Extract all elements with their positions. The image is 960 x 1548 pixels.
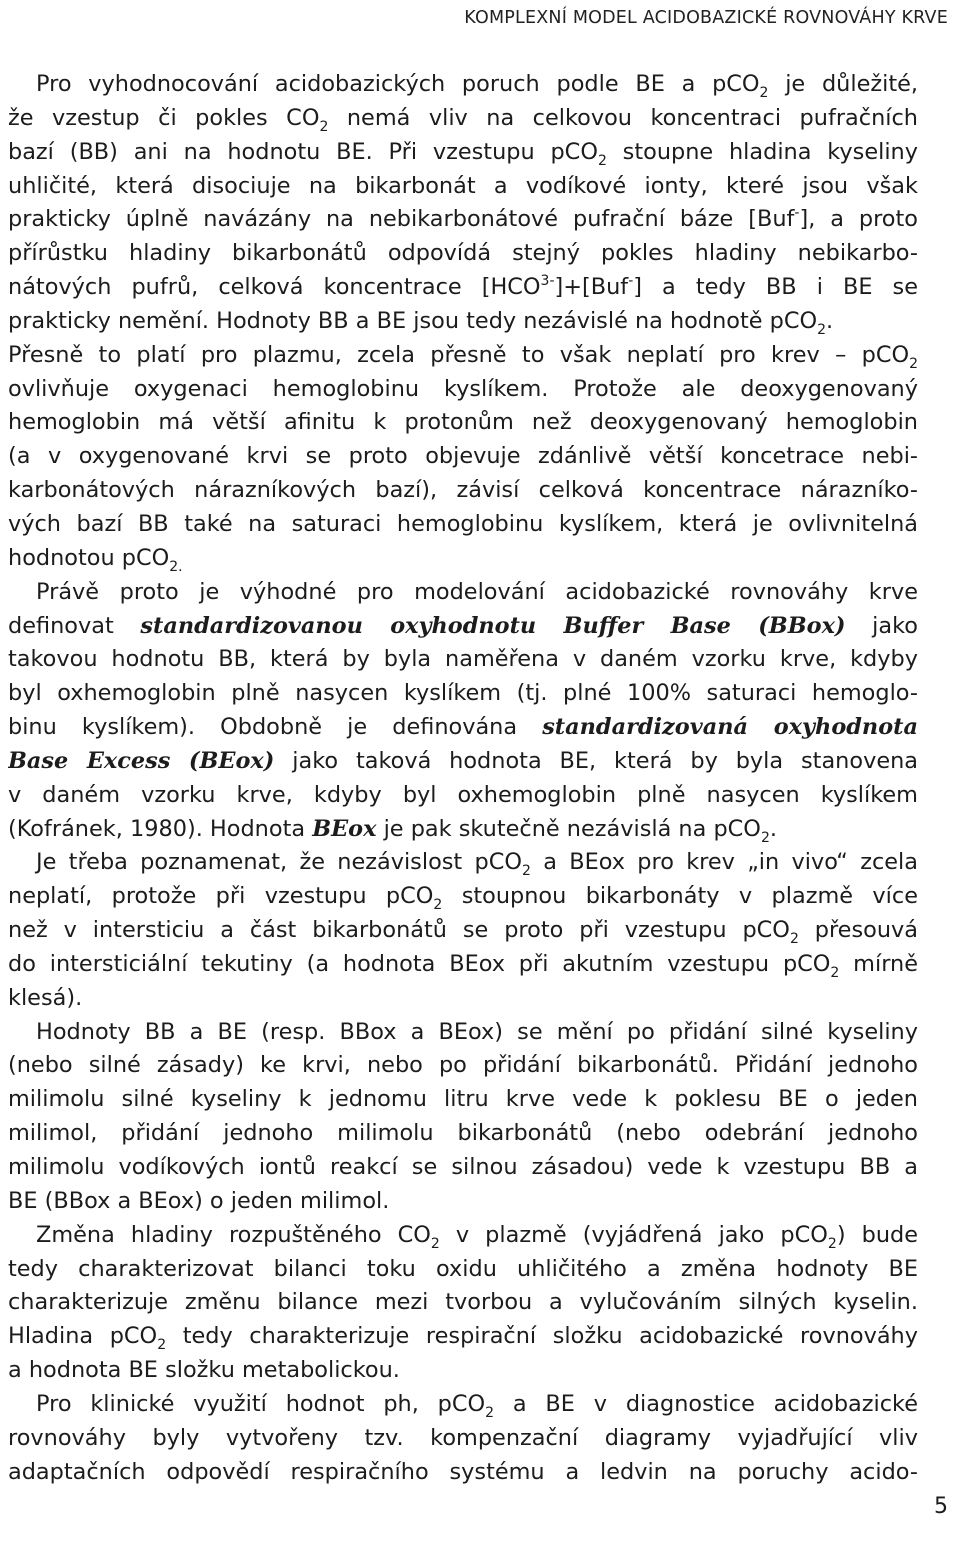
text-line: vých bazí BB také na saturaci hemoglobinu kyslíkem, která je ovlivnitelná — [8, 510, 918, 537]
text-line: rovnováhy byly vytvořeny tzv. kompenzační diagramy vyjadřující vliv — [8, 1424, 918, 1451]
text-line: Přesně to platí pro plazmu, zcela přesně to však neplatí pro krev – pCO$_2$ — [8, 341, 918, 372]
text-line: Pro klinické využití hodnot ph, pCO$_2$ a BE v diagnostice acidobazické — [36, 1390, 918, 1421]
text-line: definovat standardizovanou oxyhodnotu Buffer Base (BBox) jako — [8, 612, 918, 639]
text-line: byl oxhemoglobin plně nasycen kyslíkem (tj. plné 100% saturaci hemoglo- — [8, 680, 918, 707]
text-line: klesá). — [8, 984, 83, 1011]
text-line: karbonátových nárazníkových bazí), závisí celková koncentrace nárazníko- — [8, 477, 918, 504]
emphasis-term: standardizovanou oxyhodnotu Buffer Base (BBox) — [140, 612, 846, 639]
emphasis-term: Base Excess (BEox) — [8, 747, 275, 774]
text-line: hodnotou pCO$_{2.}$ — [8, 544, 183, 575]
text-line: Hladina pCO$_2$ tedy charakterizuje respirační složku acidobazické rovnováhy — [8, 1323, 918, 1354]
text-line: prakticky nemění. Hodnoty BB a BE jsou tedy nezávislé na hodnotě pCO$_2$. — [8, 307, 834, 338]
body-text — [8, 68, 918, 1489]
text-line: Pro vyhodnocování acidobazických poruch podle BE a pCO$_2$ je důležité, — [36, 71, 918, 101]
text-line: tedy charakterizovat bilanci toku oxidu uhličitého a změna hodnoty BE — [8, 1255, 918, 1282]
text-line: prakticky úplně navázány na nebikarbonátové pufrační báze [Buf-], a proto — [8, 205, 918, 233]
emphasis-term: standardizovaná oxyhodnota — [542, 714, 918, 741]
emphasis-term: BEox — [312, 815, 377, 842]
text-line: že vzestup či pokles $CO_2$ nemá vliv na celkovou koncentraci pufračních — [8, 104, 918, 135]
text-line: Změna hladiny rozpuštěného $CO_2$ v plazmě (vyjádřená jako pCO$_2$) bude — [36, 1221, 918, 1252]
text-line: než v intersticiu a část bikarbonátů se proto při vzestupu pCO$_2$ přesouvá — [8, 917, 918, 948]
text-line: Base Excess (BEox) jako taková hodnota BE, která by byla stanovena — [8, 747, 918, 774]
text-line: milimolu vodíkových iontů reakcí se silnou zásadou) vede k vzestupu BB a — [8, 1154, 918, 1180]
text-line: takovou hodnotu BB, která by byla naměřena v daném vzorku krve, kdyby — [8, 646, 918, 673]
text-line: přírůstku hladiny bikarbonátů odpovídá stejný pokles hladiny nebikarbo- — [8, 240, 918, 267]
text-line: neplatí, protože při vzestupu pCO$_2$ stoupnou bikarbonáty v plazmě více — [8, 883, 918, 914]
text-line: Hodnoty BB a BE (resp. BBox a BEox) se mění po přidání silné kyseliny — [36, 1018, 918, 1045]
page-number: 5 — [934, 1494, 948, 1519]
text-line: uhličité, která disociuje na bikarbonát a vodíkové ionty, které jsou však — [8, 172, 918, 199]
text-line: binu kyslíkem). Obdobně je definována standardizovaná oxyhodnota — [8, 714, 918, 741]
text-line: charakterizuje změnu bilance mezi tvorbou a vylučováním silných kyselin. — [8, 1289, 918, 1316]
text-line: a hodnota BE složku metabolickou. — [8, 1357, 400, 1384]
text-line: (nebo silné zásady) ke krvi, nebo po přidání bikarbonátů. Přidání jednoho — [8, 1052, 918, 1079]
text-line: nátových pufrů, celková koncentrace $[HCO^{3-}]+[Buf^-]$ a tedy BB i BE se — [8, 273, 918, 301]
text-line: adaptačních odpovědí respiračního systému a ledvin na poruchy acido- — [8, 1458, 918, 1485]
text-line: milimolu silné kyseliny k jednomu litru krve vede k poklesu BE o jeden — [8, 1086, 918, 1113]
text-line: hemoglobin má větší afinitu k protonům než deoxygenovaný hemoglobin — [8, 409, 918, 436]
text-line: Je třeba poznamenat, že nezávislost pCO$_2$ a BEox pro krev „in vivo“ zcela — [36, 849, 918, 880]
text-line: bazí (BB) ani na hodnotu BE. Při vzestupu pCO$_2$ stoupne hladina kyseliny — [8, 138, 918, 169]
text-line: (Kofránek, 1980). Hodnota BEox je pak skutečně nezávislá na pCO$_2$. — [8, 815, 777, 846]
text-line: v daném vzorku krve, kdyby byl oxhemoglobin plně nasycen kyslíkem — [8, 781, 918, 808]
text-line: Právě proto je výhodné pro modelování acidobazické rovnováhy krve — [36, 578, 918, 605]
text-line: do intersticiální tekutiny (a hodnota BEox při akutním vzestupu pCO$_2$ mírně — [8, 950, 918, 981]
text-line: (a v oxygenované krvi se proto objevuje zdánlivě větší koncetrace nebi- — [8, 443, 918, 470]
text-line: BE (BBox a BEox) o jeden milimol. — [8, 1187, 390, 1214]
text-line: ovlivňuje oxygenaci hemoglobinu kyslíkem. Protože ale deoxygenovaný — [8, 375, 918, 402]
running-header: KOMPLEXNÍ MODEL ACIDOBAZICKÉ ROVNOVÁHY KRVE — [464, 8, 948, 28]
text-line: milimol, přidání jednoho milimolu bikarbonátů (nebo odebrání jednoho — [8, 1120, 918, 1147]
